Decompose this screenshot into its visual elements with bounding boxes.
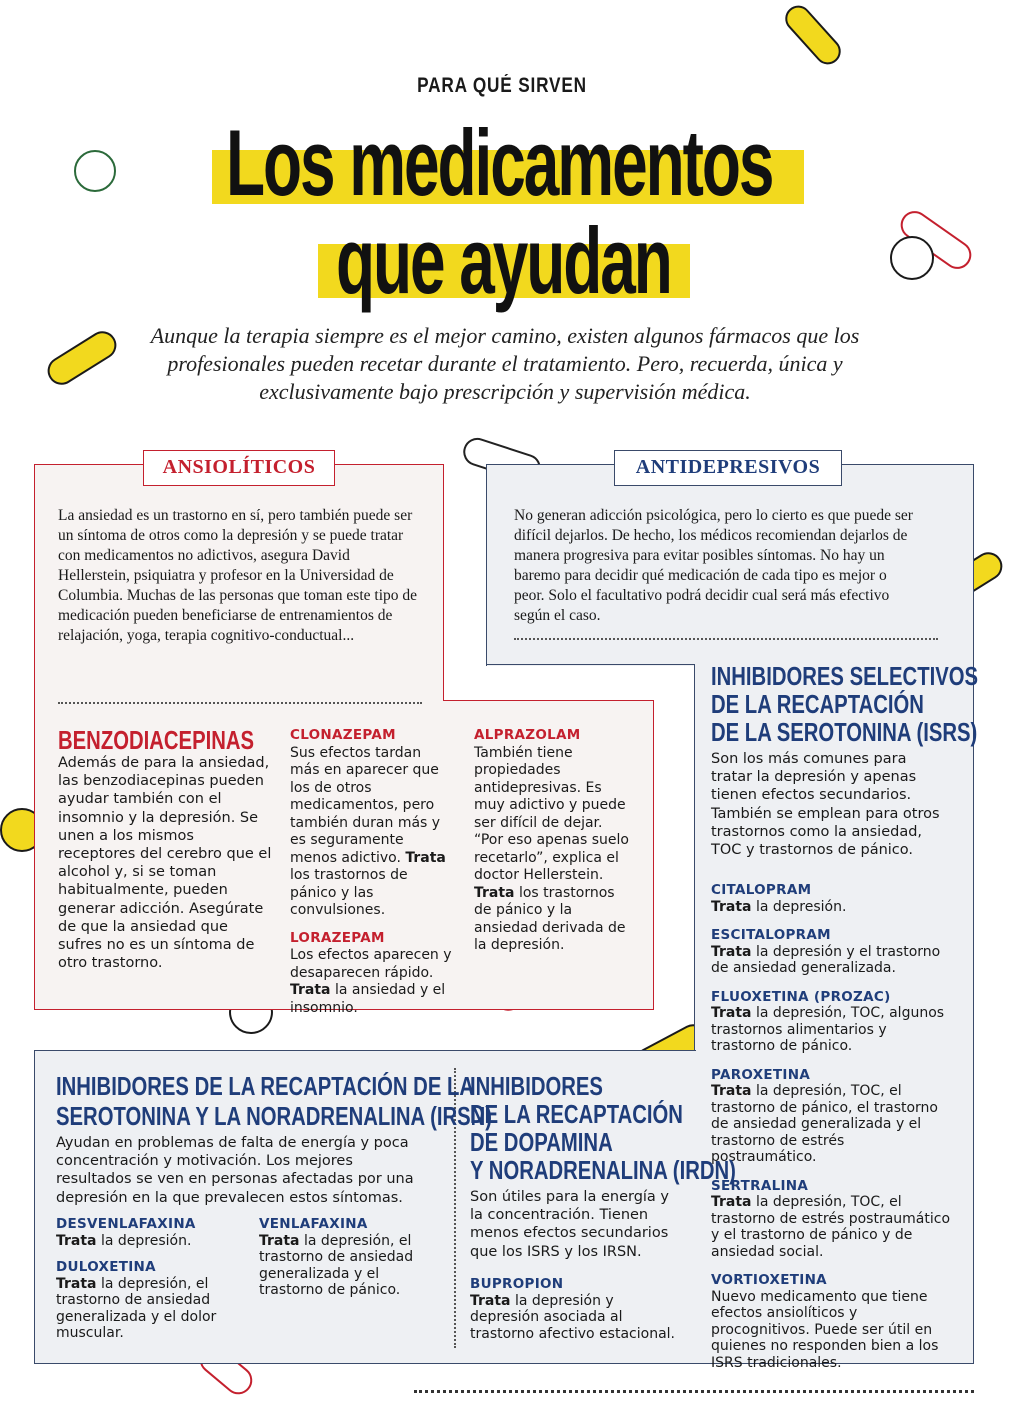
alprazolam-trata-text: los trastornos de pánico y la ansiedad derivada de la depresión.	[474, 884, 626, 953]
irsn-left-drugs	[56, 1216, 246, 1342]
irdn-heading-2: DE LA RECAPTACIÓN	[470, 1099, 683, 1129]
isrs-drug-list	[711, 882, 951, 1371]
sertralina-name: SERTRALINA	[711, 1177, 809, 1194]
irsn-heading-1: INHIBIDORES DE LA RECAPTACIÓN DE LA	[56, 1071, 475, 1101]
lorazepam-text: Los efectos aparecen y desaparecen rápido.	[290, 947, 452, 981]
bupropion-trata: Trata	[470, 1292, 511, 1309]
fluoxetina-name: FLUOXETINA (PROZAC)	[711, 988, 891, 1005]
benzodiacepinas-text: Además de para la ansiedad, las benzodiacepinas pueden ayudar también con el insomnio y la depresión. Se unen a los mismos receptores del cerebro que el alcohol y, si se toman habitualmente, pueden generar adicción. Asegúrate de que la ansiedad que sufres no es un síntoma de otro trastorno.	[58, 755, 272, 972]
clonazepam-trata-text: los trastornos de pánico y las convulsiones.	[290, 867, 408, 918]
irsn-right-drugs	[259, 1216, 439, 1299]
ansioliticos-label: ANSIOLÍTICOS	[143, 450, 335, 486]
kicker: PARA QUÉ SIRVEN	[417, 74, 587, 97]
lorazepam-trata-text: la ansiedad y el insomnio.	[290, 982, 446, 1016]
venlafaxina-name: VENLAFAXINA	[259, 1216, 368, 1232]
sertralina-text: la depresión, TOC, el trastorno de estrés postraumático y el trastorno de pánico y de ansiedad social.	[711, 1194, 951, 1260]
duloxetina-text: la depresión, el trastorno de ansiedad generalizada y el dolor muscular.	[56, 1275, 217, 1341]
paroxetina-text: la depresión, TOC, el trastorno de pánico, el trastorno de ansiedad generalizada y el trastorno de estrés postraumático.	[711, 1083, 938, 1165]
desvenlafaxina-trata: Trata	[56, 1232, 97, 1249]
lorazepam-name: LORAZEPAM	[290, 929, 385, 946]
desvenlafaxina-text: la depresión.	[100, 1232, 192, 1249]
clonazepam-block	[290, 727, 454, 1017]
circle-decoration	[74, 150, 116, 192]
bupropion-block	[470, 1276, 682, 1342]
vortioxetina-text: Nuevo medicamento que tiene efectos ansiolíticos y procognitivos. Puede ser útil en quienes no responden bien a los ISRS tradicionales.	[711, 1288, 939, 1371]
footer-dotted-rule	[414, 1390, 974, 1393]
venlafaxina-text: la depresión, el trastorno de ansiedad generalizada y el trastorno de pánico.	[259, 1232, 414, 1298]
page-title-line-2: que ayudan	[336, 208, 671, 313]
alprazolam-trata: Trata	[474, 884, 515, 901]
alprazolam-name: ALPRAZOLAM	[474, 727, 581, 743]
antidepresivos-label: ANTIDEPRESIVOS	[614, 450, 842, 486]
isrs-heading-2: DE LA RECAPTACIÓN	[711, 689, 924, 719]
bupropion-text: la depresión y depresión asociada al trastorno afectivo estacional.	[470, 1292, 675, 1342]
lorazepam-trata: Trata	[290, 982, 331, 998]
page-title-line-1: Los medicamentos	[226, 110, 773, 215]
citalopram-name: CITALOPRAM	[711, 882, 812, 898]
citalopram-text: la depresión.	[755, 898, 847, 915]
citalopram-trata: Trata	[711, 898, 752, 915]
clonazepam-text: Sus efectos tardan más en aparecer que los de otros medicamentos, pero también duran más y es seguramente menos adictivo.	[290, 744, 441, 866]
escitalopram-name: ESCITALOPRAM	[711, 927, 831, 943]
escitalopram-text: la depresión y el trastorno de ansiedad generalizada.	[711, 943, 941, 976]
duloxetina-trata: Trata	[56, 1275, 97, 1292]
antidepresivos-intro: No generan adicción psicológica, pero lo cierto es que puede ser difícil dejarlos. De hecho, los médicos recomiendan dejarlos de manera progresiva para evitar posibles síntomas. No hay un baremo para decidir qué medicación de cada tipo es mejor o peor. Solo el facultativo podrá decidir cual será más efectivo según el caso.	[514, 507, 913, 624]
paroxetina-trata: Trata	[711, 1083, 752, 1099]
clonazepam-trata: Trata	[405, 849, 446, 866]
benzodiacepinas-heading: BENZODIACEPINAS	[58, 725, 255, 755]
isrs-text: Son los más comunes para tratar la depresión y apenas tienen efectos secundarios. También se emplean para otros trastornos como la ansiedad, TOC y trastornos de pánico.	[711, 751, 940, 859]
escitalopram-trata: Trata	[711, 943, 752, 960]
paroxetina-name: PAROXETINA	[711, 1066, 811, 1083]
desvenlafaxina-name: DESVENLAFAXINA	[56, 1216, 196, 1232]
isrs-heading-3: DE LA SEROTONINA (ISRS)	[711, 717, 978, 747]
alprazolam-block	[474, 727, 634, 955]
clonazepam-name: CLONAZEPAM	[290, 727, 396, 743]
circle-decoration	[890, 236, 934, 280]
alprazolam-text: También tiene propiedades antidepresivas. Es muy adictivo y puede ser difícil de dejar. “Por eso apenas suelo recetarlo”, explica el doctor Hellerstein.	[474, 744, 629, 883]
ansioliticos-intro: La ansiedad es un trastorno en sí, pero también puede ser un síntoma de otros como la depresión y se puede tratar con medicamentos no adictivos, asegura David Hellerstein, psiquiatra y profesor en la Universidad de Columbia. Muchas de las personas que toman este tipo de medicación pueden beneficiarse de entrenamientos de relajación, yoga, terapia cognitivo-conductual...	[58, 507, 418, 644]
irdn-heading-4: Y NORADRENALINA (IRDN)	[470, 1155, 736, 1185]
isrs-heading-1: INHIBIDORES SELECTIVOS	[711, 661, 979, 691]
antidepresivos-divider	[514, 638, 938, 640]
venlafaxina-trata: Trata	[259, 1232, 300, 1249]
pill-decoration	[780, 0, 846, 69]
bupropion-name: BUPROPION	[470, 1276, 564, 1292]
irdn-heading-1: INHIBIDORES	[470, 1071, 603, 1101]
duloxetina-name: DULOXETINA	[56, 1259, 156, 1275]
irdn-heading-3: DE DOPAMINA	[470, 1127, 613, 1157]
sertralina-trata: Trata	[711, 1194, 752, 1210]
fluoxetina-text: la depresión, TOC, algunos trastornos alimentarios y trastorno de pánico.	[711, 1005, 945, 1054]
irsn-text: Ayudan en problemas de falta de energía y poca concentración y motivación. Los mejores resultados se ven en personas afectadas por una depresión en la que prevalecen estos síntomas.	[56, 1135, 414, 1206]
ansioliticos-divider	[58, 702, 422, 704]
vortioxetina-name: VORTIOXETINA	[711, 1272, 827, 1288]
antidepresivos-box-step	[486, 664, 695, 665]
ansioliticos-box-step	[443, 700, 654, 701]
irdn-text: Son útiles para la energía y la concentración. Tienen menos efectos secundarios que los ISRS y los IRSN.	[470, 1189, 670, 1260]
intro-text: Aunque la terapia siempre es el mejor camino, existen algunos fármacos que los profesionales pueden recetar durante el tratamiento. Pero, recuerda, única y exclusivamente bajo prescripción y supervisión médica.	[150, 323, 860, 404]
fluoxetina-trata: Trata	[711, 1005, 752, 1021]
irsn-heading-2: SEROTONINA Y LA NORADRENALINA (IRSN)	[56, 1101, 493, 1131]
